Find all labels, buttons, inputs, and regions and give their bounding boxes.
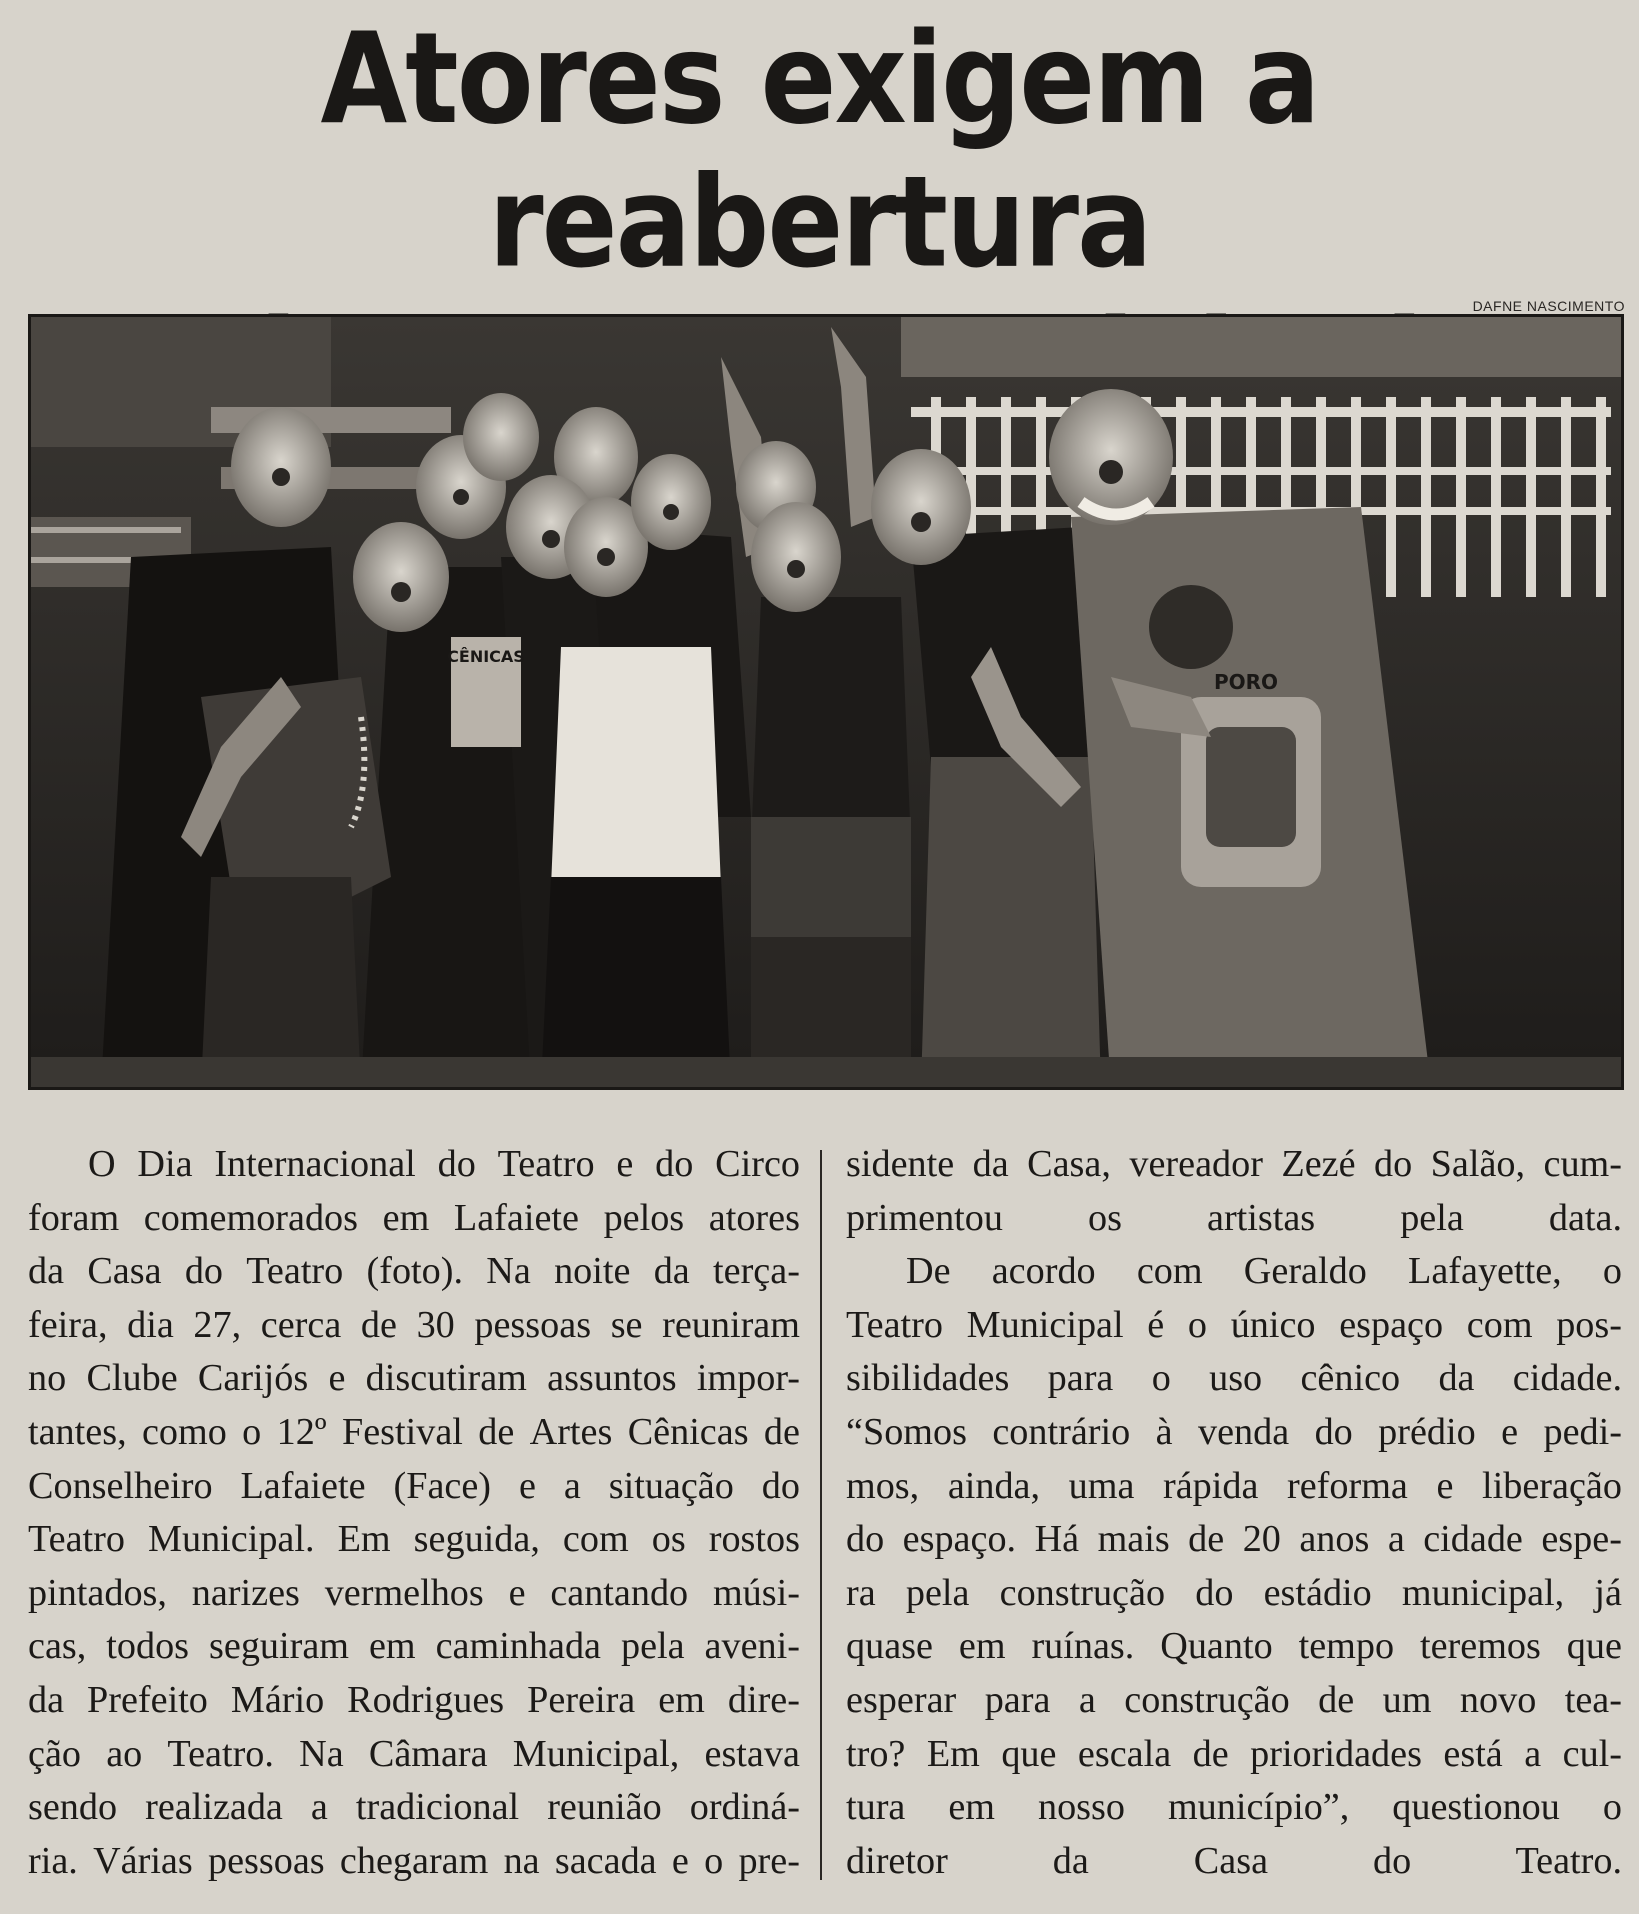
article-line: sendo realizada a tradicional reunião ordiná- [28, 1786, 800, 1829]
article-line: cas, todos seguiram em caminhada pela aveni- [28, 1625, 800, 1668]
article-line: da Prefeito Mário Rodrigues Pereira em dire- [28, 1678, 800, 1721]
article-line: O Dia Internacional do Teatro e do Circo [88, 1143, 800, 1185]
article-line: Conselheiro Lafaiete (Face) e a situação do [28, 1464, 800, 1507]
article-line: De acordo com Geraldo Lafayette, o [906, 1250, 1622, 1293]
article-line: mos, ainda, uma rápida reforma e liberação [846, 1464, 1622, 1507]
article-line: Teatro Municipal é o único espaço com pos- [846, 1303, 1622, 1346]
shirt-print-text: CÊNICAS [447, 647, 525, 666]
headline-line-1: Atores exigem a reabertura [320, 6, 1319, 296]
article-line: do espaço. Há mais de 20 anos a cidade espe- [846, 1518, 1622, 1561]
article-line: ria. Várias pessoas chegaram na sacada e o pre- [28, 1839, 800, 1882]
article-line: foram comemorados em Lafaiete pelos atores [28, 1196, 800, 1239]
article-line: quase em ruínas. Quanto tempo teremos que [846, 1625, 1622, 1668]
article-line: tantes, como o 12º Festival de Artes Cênicas de [28, 1410, 800, 1453]
article-column-right [846, 1138, 1622, 1888]
article-column-left [28, 1138, 800, 1888]
article-line: diretor da Casa do Teatro. [846, 1839, 1622, 1882]
article-photo [28, 314, 1624, 1090]
article-line: feira, dia 27, cerca de 30 pessoas se reuniram [28, 1303, 800, 1346]
group-photo-illustration [31, 317, 1621, 1087]
article-line: da Casa do Teatro (foto). Na noite da terça- [28, 1250, 800, 1293]
shirt-print-text-2: PORO [1213, 670, 1279, 694]
article-line: tura em nosso município”, questionou o [846, 1786, 1622, 1829]
article-line: no Clube Carijós e discutiram assuntos impor- [28, 1357, 800, 1400]
article-line: “Somos contrário à venda do prédio e pedi- [846, 1410, 1622, 1453]
article-line: sibilidades para o uso cênico da cidade. [846, 1357, 1622, 1400]
article-line: ção ao Teatro. Na Câmara Municipal, estava [28, 1732, 800, 1775]
article-line: sidente da Casa, vereador Zezé do Salão, cum- [846, 1143, 1622, 1185]
article-line: primentou os artistas pela data. [846, 1196, 1622, 1239]
article-line: pintados, narizes vermelhos e cantando músi- [28, 1571, 800, 1614]
article-line: esperar para a construção de um novo tea- [846, 1678, 1622, 1721]
article-line: tro? Em que escala de prioridades está a cul- [846, 1732, 1622, 1775]
article-line: Teatro Municipal. Em seguida, com os rostos [28, 1518, 800, 1561]
article-line: ra pela construção do estádio municipal, já [846, 1571, 1622, 1614]
column-divider [820, 1150, 822, 1880]
photo-credit: DAFNE NASCIMENTO [1472, 298, 1625, 314]
